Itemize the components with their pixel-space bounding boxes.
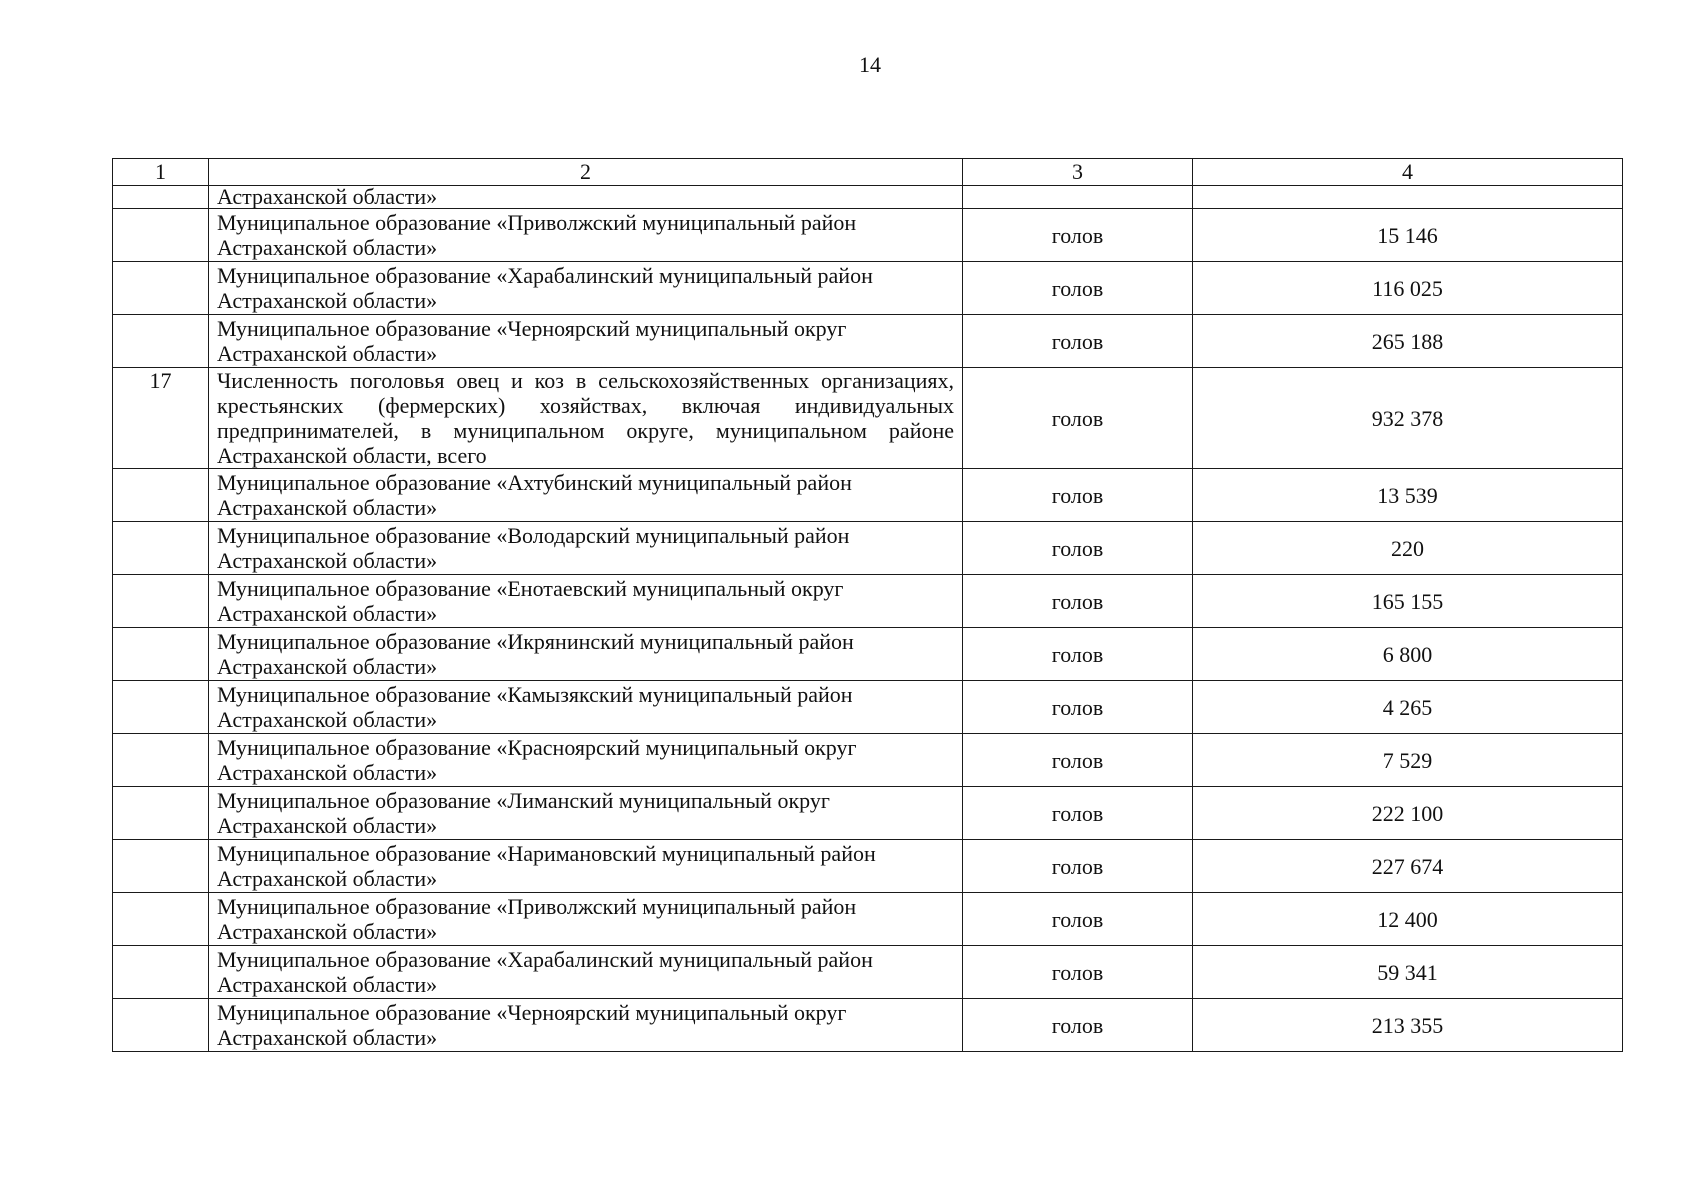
table-row: [113, 999, 1623, 1052]
row-value-cell: 4 265: [1193, 681, 1623, 734]
row-name-cell: Численность поголовья овец и коз в сельскохозяйственных организациях, крестьянских (фермерских) хозяйствах, включая индивидуальных предпринимателей, в муниципальном округе, муниципальном районе Астраханской области, всего: [209, 368, 963, 469]
row-unit-cell: голов: [963, 262, 1193, 315]
table-row: [113, 681, 1623, 734]
row-number-cell: [113, 262, 209, 315]
row-value-cell: 227 674: [1193, 840, 1623, 893]
row-unit-cell: голов: [963, 522, 1193, 575]
row-name-cell: Муниципальное образование «Енотаевский муниципальный округ Астраханской области»: [209, 575, 963, 628]
table-row: [113, 262, 1623, 315]
table-row: [113, 368, 1623, 469]
row-unit-cell: голов: [963, 628, 1193, 681]
row-name-cell: Муниципальное образование «Ахтубинский муниципальный район Астраханской области»: [209, 469, 963, 522]
table-row: [113, 522, 1623, 575]
row-unit-cell: голов: [963, 787, 1193, 840]
table-body: [113, 209, 1623, 1052]
row-value-cell: 165 155: [1193, 575, 1623, 628]
row-name-cell: Муниципальное образование «Приволжский муниципальный район Астраханской области»: [209, 209, 963, 262]
row-name-cell: Муниципальное образование «Икрянинский муниципальный район Астраханской области»: [209, 628, 963, 681]
row-number-cell: [113, 681, 209, 734]
row-value-cell: 222 100: [1193, 787, 1623, 840]
row-number-cell: [113, 946, 209, 999]
row-number-cell: [113, 999, 209, 1052]
table-row: [113, 628, 1623, 681]
row-number-cell: [113, 628, 209, 681]
row-name-cell: Муниципальное образование «Наримановский муниципальный район Астраханской области»: [209, 840, 963, 893]
row-number-cell: [113, 734, 209, 787]
row-value-cell: 116 025: [1193, 262, 1623, 315]
table-row: [113, 787, 1623, 840]
row-unit-cell: голов: [963, 681, 1193, 734]
row-number-cell: [113, 893, 209, 946]
row-name-cell: Муниципальное образование «Черноярский муниципальный округ Астраханской области»: [209, 315, 963, 368]
row-number-cell: [113, 315, 209, 368]
page-number: 14: [859, 52, 881, 77]
row-value-cell: 265 188: [1193, 315, 1623, 368]
row-name-cell: Муниципальное образование «Харабалинский муниципальный район Астраханской области»: [209, 262, 963, 315]
row-name-cell: Муниципальное образование «Володарский муниципальный район Астраханской области»: [209, 522, 963, 575]
row-number-cell: [113, 787, 209, 840]
column-header: 3: [963, 159, 1193, 186]
table-header-row: [113, 159, 1623, 186]
row-name-cell: Муниципальное образование «Лиманский муниципальный округ Астраханской области»: [209, 787, 963, 840]
row-unit-cell: [963, 186, 1193, 209]
column-header: 1: [113, 159, 209, 186]
table-row: [113, 469, 1623, 522]
table-row: [113, 946, 1623, 999]
row-unit-cell: голов: [963, 999, 1193, 1052]
row-value-cell: 220: [1193, 522, 1623, 575]
row-name-cell: Муниципальное образование «Красноярский муниципальный округ Астраханской области»: [209, 734, 963, 787]
row-unit-cell: голов: [963, 734, 1193, 787]
row-value-cell: 932 378: [1193, 368, 1623, 469]
row-number-cell: [113, 209, 209, 262]
row-name-cell: Муниципальное образование «Харабалинский муниципальный район Астраханской области»: [209, 946, 963, 999]
column-header: 2: [209, 159, 963, 186]
row-value-cell: 6 800: [1193, 628, 1623, 681]
row-unit-cell: голов: [963, 840, 1193, 893]
row-value-cell: [1193, 186, 1623, 209]
continuation-row: [113, 186, 1623, 209]
table-row: [113, 840, 1623, 893]
row-number-cell: [113, 575, 209, 628]
table-row: [113, 209, 1623, 262]
row-unit-cell: голов: [963, 575, 1193, 628]
row-unit-cell: голов: [963, 368, 1193, 469]
table-row: [113, 893, 1623, 946]
row-unit-cell: голов: [963, 946, 1193, 999]
row-number-cell: [113, 186, 209, 209]
row-number-cell: [113, 840, 209, 893]
table-row: [113, 315, 1623, 368]
row-number-cell: [113, 522, 209, 575]
row-value-cell: 59 341: [1193, 946, 1623, 999]
row-unit-cell: голов: [963, 315, 1193, 368]
row-value-cell: 13 539: [1193, 469, 1623, 522]
data-table: [112, 158, 1623, 1052]
row-name-cell: Муниципальное образование «Камызякский муниципальный район Астраханской области»: [209, 681, 963, 734]
row-name-cell: Астраханской области»: [209, 186, 963, 209]
row-name-cell: Муниципальное образование «Черноярский муниципальный округ Астраханской области»: [209, 999, 963, 1052]
column-header: 4: [1193, 159, 1623, 186]
row-number-cell: 17: [113, 368, 209, 469]
row-value-cell: 15 146: [1193, 209, 1623, 262]
row-value-cell: 7 529: [1193, 734, 1623, 787]
row-value-cell: 213 355: [1193, 999, 1623, 1052]
row-unit-cell: голов: [963, 469, 1193, 522]
row-name-cell: Муниципальное образование «Приволжский муниципальный район Астраханской области»: [209, 893, 963, 946]
row-unit-cell: голов: [963, 209, 1193, 262]
table-row: [113, 575, 1623, 628]
row-value-cell: 12 400: [1193, 893, 1623, 946]
table-row: [113, 734, 1623, 787]
row-unit-cell: голов: [963, 893, 1193, 946]
row-number-cell: [113, 469, 209, 522]
